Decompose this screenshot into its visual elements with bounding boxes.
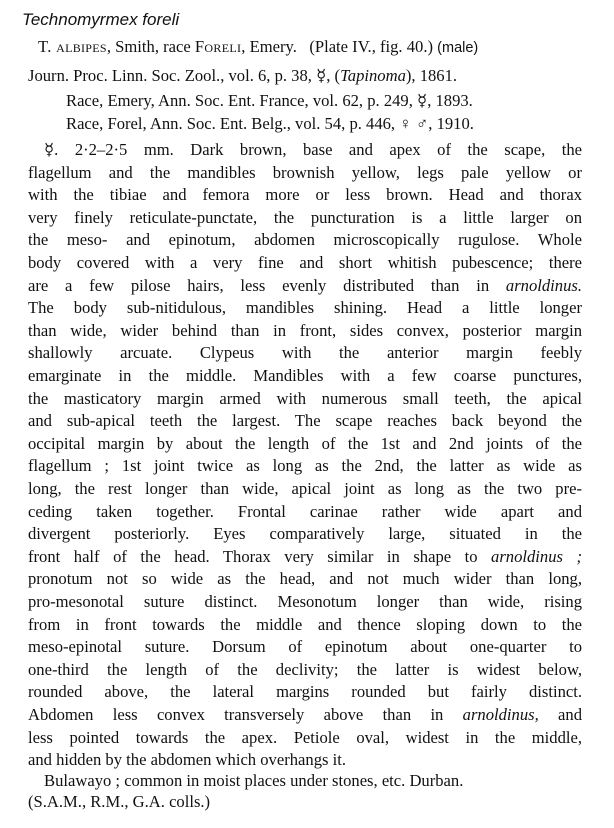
body-line: [28, 637, 582, 657]
taxon-author: , Smith, race: [106, 37, 195, 56]
body-line: [28, 615, 582, 635]
body-text: front half of the head. Thorax very similar in shape to: [28, 546, 492, 566]
body-text: less pointed towards the apex. Petiole oval, widest in the middle,: [28, 727, 582, 747]
body-text: the masticatory margin armed with numerous small teeth, the apical: [28, 388, 582, 408]
body-text: occipital margin by about the length of the 1st and 2nd joints of the: [28, 433, 582, 453]
body-text: the meso- and epinotum, abdomen microscopically rugulose. Whole: [28, 230, 582, 250]
body-text: flagellum ; 1st joint twice as long as the 2nd, the latter as wide as: [28, 456, 582, 476]
body-text: and hidden by the abdomen which overhangs it.: [28, 750, 346, 770]
reference-text: Race, Forel, Ann. Soc. Ent. Belg., vol. 54, p. 446, ♀ ♂, 1910.: [66, 114, 474, 133]
body-line: [28, 479, 582, 499]
body-text: body covered with a very fine and short whitish pubescence; there: [28, 253, 582, 272]
body-line: [28, 276, 582, 296]
body-line: [28, 547, 582, 567]
body-text: pro-mesonotal suture distinct. Mesonotum longer than wide, rising: [28, 592, 582, 611]
body-text: shallowly arcuate. Clypeus with the anterior margin feebly: [28, 343, 582, 363]
body-text: from in front towards the middle and thence sloping down to the: [28, 614, 582, 634]
male-note: (male): [437, 40, 479, 56]
species-reference: arnoldinus.: [505, 275, 582, 295]
body-line: [28, 728, 582, 748]
body-text: flagellum and the mandibles brownish yellow, legs pale yellow or: [28, 162, 582, 182]
race-name: Foreli: [194, 37, 242, 56]
body-line: [28, 321, 582, 341]
body-line: [28, 366, 582, 386]
body-text: than wide, wider behind than in front, sides convex, posterior margin: [28, 320, 582, 340]
species-title: Technomyrmex foreli: [22, 10, 180, 29]
body-line: [28, 163, 582, 183]
body-line: [28, 456, 582, 476]
race-author: , Emery.: [241, 37, 297, 56]
reference-line: [28, 66, 457, 86]
body-line: [28, 253, 582, 273]
body-text: emarginate in the middle. Mandibles with a few coarse punctures,: [28, 366, 582, 385]
body-line: [28, 705, 582, 725]
body-text: rounded above, the lateral margins rounded but fairly distinct.: [28, 682, 582, 702]
body-text: divergent posteriorly. Eyes comparatively large, situated in the: [28, 524, 582, 544]
reference-line: [66, 114, 474, 134]
reference-line: [66, 91, 473, 111]
body-line: [28, 524, 582, 544]
plate-reference: (Plate IV., fig. 40.): [309, 37, 433, 56]
body-line: [28, 569, 582, 589]
body-line: [28, 592, 582, 612]
body-line: [28, 750, 346, 770]
body-line: [28, 389, 582, 409]
body-text: ☿. 2·2–2·5 mm. Dark brown, base and apex of the scape, the: [44, 140, 582, 159]
body-text: meso-epinotal suture. Dorsum of epinotum about one-quarter to: [28, 637, 582, 657]
body-text: and: [538, 705, 582, 724]
body-text: one-third the length of the declivity; the latter is widest below,: [28, 659, 582, 679]
body-line: [28, 343, 582, 363]
body-line: [28, 208, 582, 228]
taxon-header: [38, 37, 606, 58]
body-text: and sub-apical teeth the largest. The scape reaches back beyond the: [28, 411, 582, 431]
body-line: [28, 502, 582, 522]
body-line: [28, 185, 582, 205]
species-reference: arnoldinus,: [462, 705, 539, 724]
reference-genus: Tapinoma: [340, 66, 406, 85]
body-text: The body sub-nitidulous, mandibles shining. Head a little longer: [28, 298, 582, 318]
collections-line: (S.A.M., R.M., G.A. colls.): [28, 792, 211, 811]
body-text: ceding taken together. Frontal carinae rather wide apart and: [28, 501, 582, 521]
body-text: are a few pilose hairs, less evenly distributed than in: [28, 275, 506, 295]
body-line: [28, 411, 582, 431]
body-line: [28, 682, 582, 702]
body-line: [28, 660, 582, 680]
body-text: long, the rest longer than wide, apical joint as long as the two pre-: [28, 479, 582, 498]
body-line: [44, 140, 582, 160]
body-line: [28, 230, 582, 250]
taxon-name: T. albipes: [38, 37, 107, 56]
body-line: [28, 298, 582, 318]
body-text: pronotum not so wide as the head, and not much wider than long,: [28, 569, 582, 589]
reference-text: Journ. Proc. Linn. Soc. Zool., vol. 6, p. 38, ☿, (: [28, 66, 341, 85]
reference-text: ), 1861.: [405, 66, 458, 85]
body-text: with the tibiae and femora more or less brown. Head and thorax: [28, 185, 582, 205]
locality-line: Bulawayo ; common in moist places under stones, etc. Durban.: [44, 771, 464, 790]
body-line: [28, 434, 582, 454]
species-reference: arnoldinus ;: [491, 546, 583, 566]
body-text: Abdomen less convex transversely above than in: [28, 705, 463, 724]
body-text: very finely reticulate-punctate, the puncturation is a little larger on: [28, 207, 582, 227]
reference-text: Race, Emery, Ann. Soc. Ent. France, vol. 62, p. 249, ☿, 1893.: [66, 91, 473, 110]
